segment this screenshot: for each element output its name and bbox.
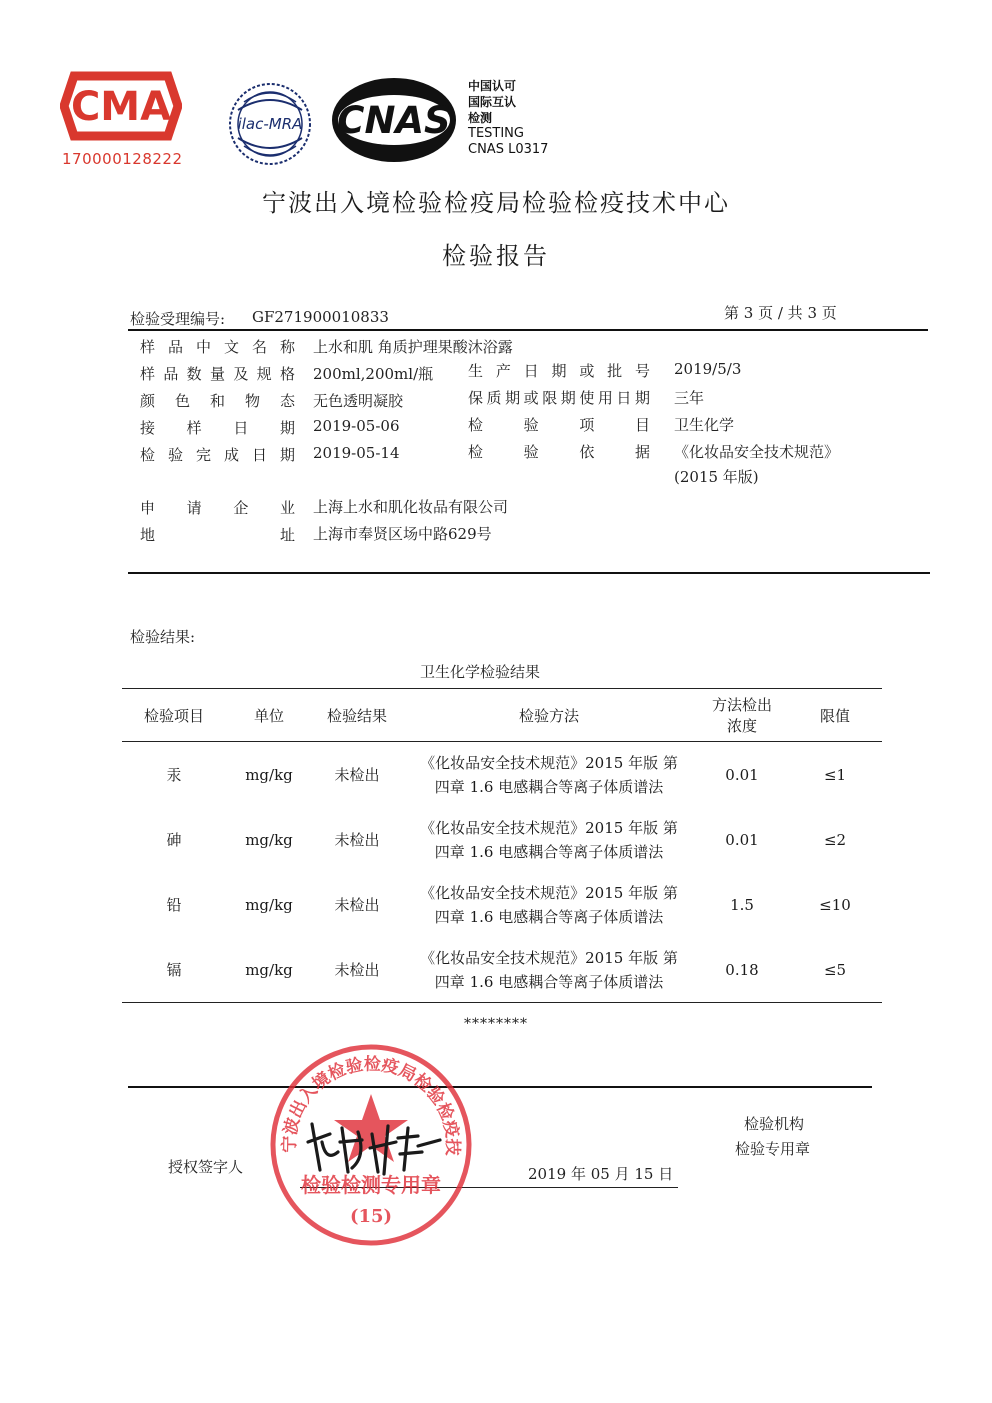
- row-item: 镉: [122, 937, 226, 1003]
- color-value: 无色透明凝胶: [313, 392, 404, 410]
- header-rule: [128, 329, 928, 331]
- header-lod: [696, 689, 788, 742]
- row-limit: ≤5: [788, 937, 882, 1003]
- cnas-line5: CNAS L0317: [468, 142, 549, 157]
- row-lod: 0.01: [725, 765, 759, 784]
- row-lod: 0.01: [725, 830, 759, 849]
- organization-title: 宁波出入境检验检疫局检验检疫技术中心: [262, 189, 730, 217]
- row-method-line1: 《化妆品安全技术规范》2015 年版 第: [420, 883, 678, 902]
- results-table: [122, 688, 882, 1003]
- info-bottom-rule: [128, 572, 930, 574]
- basis-line1: 《化妆品安全技术规范》: [674, 443, 840, 461]
- row-unit: mg/kg: [245, 765, 293, 784]
- row-method: [402, 807, 696, 872]
- header-lod-line1: 方法检出: [711, 696, 772, 714]
- handwritten-signature: [300, 1112, 450, 1186]
- production: 2019/5/3: [674, 360, 742, 378]
- row-unit: mg/kg: [226, 937, 312, 1003]
- row-item: 砷: [166, 830, 182, 849]
- row-limit: ≤1: [823, 765, 847, 784]
- seal-ring-text: 宁波出入境检验检疫局检验检疫技: [279, 1054, 463, 1156]
- results-table-title: 卫生化学检验结果: [419, 663, 540, 681]
- cma-logo-text: CMA: [70, 84, 172, 130]
- row-method: [402, 742, 696, 808]
- acceptance-no: GF271900010833: [252, 308, 389, 326]
- cnas-line1: 中国认可: [468, 79, 517, 93]
- row-lod: 0.18: [696, 937, 788, 1003]
- cnas-text: CNAS: [337, 99, 451, 142]
- row-method-line2: 四章 1.6 电感耦合等离子体质谱法: [434, 842, 664, 861]
- ilac-mra-logo: [222, 80, 320, 174]
- row-lod: 1.5: [730, 895, 754, 914]
- address: 上海市奉贤区场中路629号: [313, 525, 492, 543]
- end-of-results-mark: ********: [464, 1016, 528, 1032]
- footer-rule: [128, 1086, 872, 1088]
- item-label: 检验项目: [468, 416, 650, 434]
- report-date: 2019 年 05 月 15 日: [528, 1165, 674, 1183]
- row-method-line2: 四章 1.6 电感耦合等离子体质谱法: [434, 777, 664, 796]
- row-method-line1: 《化妆品安全技术规范》2015 年版 第: [420, 818, 678, 837]
- acceptance-no-label: 检验受理编号:: [130, 310, 226, 328]
- header-unit: 单位: [226, 689, 312, 742]
- address-label: 地址: [140, 526, 295, 544]
- cma-number: 170000128222: [62, 150, 183, 168]
- row-result: 未检出: [334, 765, 380, 784]
- cnas-line2: 国际互认: [468, 95, 517, 109]
- completed-date: 2019-05-14: [313, 444, 400, 462]
- basis-line2: (2015 年版): [674, 468, 759, 486]
- color-label: 颜色和物态: [140, 392, 295, 410]
- results-section-label: 检验结果:: [130, 628, 196, 646]
- received-label: 接样日期: [140, 419, 295, 437]
- sample-name-label: 样品中文名称: [140, 338, 295, 356]
- institution-line2: 检验专用章: [735, 1140, 811, 1158]
- received-date: 2019-05-06: [313, 417, 400, 435]
- shelf: 三年: [674, 389, 705, 407]
- cnas-line3: 检测: [468, 111, 493, 125]
- row-unit: mg/kg: [245, 830, 293, 849]
- cma-logo: [60, 70, 182, 146]
- quantity-label: 样品数量及规格: [140, 365, 295, 383]
- basis-label: 检验依据: [468, 443, 650, 461]
- row-method-line1: 《化妆品安全技术规范》2015 年版 第: [420, 753, 678, 772]
- row-item: 铅: [166, 895, 182, 914]
- applicant: 上海上水和肌化妆品有限公司: [313, 498, 509, 516]
- sample-name: 上水和肌 角质护理果酸沐浴露: [313, 338, 513, 356]
- row-method-line1: 《化妆品安全技术规范》2015 年版 第: [420, 948, 678, 967]
- production-label: 生产日期或批号: [468, 362, 650, 380]
- row-limit: ≤2: [823, 830, 847, 849]
- ilac-text: ilac-MRA: [237, 115, 303, 133]
- header-limit: 限值: [788, 689, 882, 742]
- seal-center-text: 检验检测专用章: [301, 1173, 441, 1197]
- document-title: 检验报告: [442, 242, 550, 270]
- page-info: 第 3 页 / 共 3 页: [724, 304, 837, 322]
- header-method: 检验方法: [402, 689, 696, 742]
- row-method-line2: 四章 1.6 电感耦合等离子体质谱法: [434, 972, 664, 991]
- table-header-row: [122, 689, 882, 742]
- row-result: 未检出: [334, 895, 380, 914]
- cnas-line4: TESTING: [468, 126, 524, 141]
- row-item: 汞: [166, 765, 182, 784]
- completed-label: 检验完成日期: [140, 446, 295, 464]
- item: 卫生化学: [674, 416, 735, 434]
- quantity: 200ml,200ml/瓶: [313, 365, 434, 383]
- table-row: [122, 872, 882, 937]
- seal-number: (15): [349, 1206, 393, 1227]
- header-lod-line2: 浓度: [726, 717, 757, 735]
- applicant-label: 申请企业: [140, 499, 295, 517]
- row-method: [402, 937, 696, 1003]
- shelf-label: 保质期或限期使用日期: [468, 389, 650, 407]
- header-result: 检验结果: [312, 689, 402, 742]
- row-result: 未检出: [312, 937, 402, 1003]
- header-item: 检验项目: [122, 689, 226, 742]
- row-unit: mg/kg: [245, 895, 293, 914]
- cnas-logo: [330, 76, 460, 168]
- table-row: [122, 742, 882, 808]
- institution-line1: 检验机构: [744, 1115, 805, 1133]
- table-row: [122, 937, 882, 1003]
- table-row: [122, 807, 882, 872]
- row-method: [402, 872, 696, 937]
- row-result: 未检出: [334, 830, 380, 849]
- row-limit: ≤10: [819, 895, 851, 914]
- row-method-line2: 四章 1.6 电感耦合等离子体质谱法: [434, 907, 664, 926]
- signatory-label: 授权签字人: [168, 1158, 244, 1176]
